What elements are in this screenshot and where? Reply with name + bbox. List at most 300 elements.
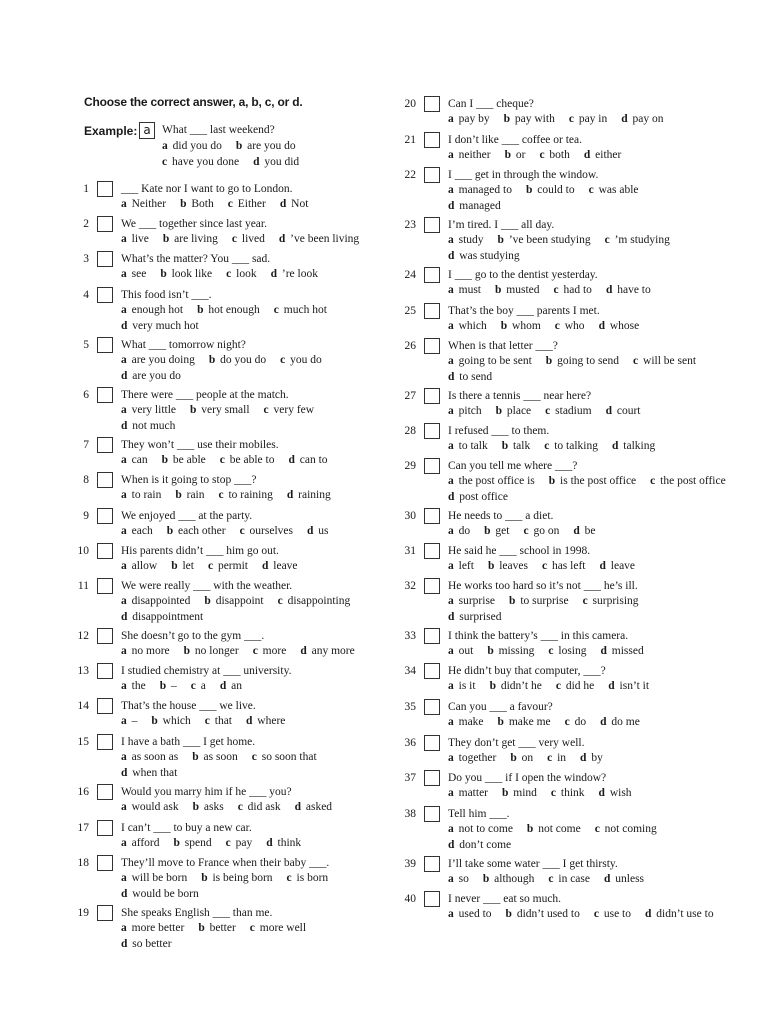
option-d[interactable]: d don’t come	[448, 838, 512, 851]
option-c[interactable]: c the post office	[650, 475, 726, 487]
question-number: 30	[404, 510, 416, 522]
question-text: When is it going to stop ___?	[121, 474, 257, 486]
answer-options	[121, 644, 411, 660]
option-b[interactable]: b –	[159, 680, 177, 692]
question-number: 37	[404, 772, 416, 784]
option-a[interactable]: a afford	[121, 837, 160, 849]
question-text: I think the battery’s ___ in this camera.	[448, 630, 629, 642]
option-d[interactable]: d either	[583, 149, 622, 161]
option-d[interactable]: d asked	[294, 801, 333, 813]
option-b[interactable]: b rain	[175, 489, 205, 501]
option-d[interactable]: d was studying	[448, 249, 520, 262]
option-c[interactable]: c more well	[249, 922, 307, 934]
question-text: He said he ___ school in 1998.	[448, 545, 591, 557]
answer-box[interactable]	[424, 167, 440, 183]
question-text: He works too hard so it’s not ___ he’s ill.	[448, 580, 638, 592]
answer-options	[121, 488, 411, 504]
option-c[interactable]: c permit	[207, 560, 248, 572]
option-a[interactable]: a –	[121, 715, 138, 727]
option-d[interactable]: d have to	[605, 284, 651, 296]
option-c[interactable]: c was able	[588, 184, 639, 196]
option-b[interactable]: b each other	[166, 525, 226, 537]
question-number: 33	[404, 630, 416, 642]
option-b[interactable]: b is being born	[201, 872, 273, 884]
option-b[interactable]: b didn’t used to	[505, 908, 580, 920]
answer-options	[448, 644, 738, 660]
option-b[interactable]: b as soon	[192, 751, 238, 763]
option-b[interactable]: b be able	[161, 454, 206, 466]
answer-box[interactable]	[97, 820, 113, 836]
question-number: 34	[404, 665, 416, 677]
option-a[interactable]: a see	[121, 268, 147, 280]
option-c[interactable]: c go on	[523, 525, 560, 537]
option-a[interactable]: a will be born	[121, 872, 188, 884]
question-number: 6	[83, 389, 89, 401]
question-number: 20	[404, 98, 416, 110]
answer-box[interactable]	[424, 303, 440, 319]
answer-options	[121, 403, 341, 434]
option-d[interactable]: d didn’t use to	[645, 908, 714, 920]
answer-box[interactable]	[424, 508, 440, 524]
option-d[interactable]: d whose	[598, 320, 640, 332]
option-d[interactable]: d talking	[611, 440, 656, 452]
question-number: 12	[77, 630, 89, 642]
option-a[interactable]: a are you doing	[121, 354, 195, 366]
example-option-a: a did you do	[162, 140, 222, 152]
answer-options	[448, 439, 738, 455]
option-a[interactable]: a as soon as	[121, 751, 179, 763]
option-c[interactable]: c to raining	[218, 489, 273, 501]
option-c[interactable]: c lived	[231, 233, 265, 245]
option-b[interactable]: b hot enough	[197, 304, 260, 316]
option-d[interactable]: d where	[246, 715, 286, 727]
answer-options	[448, 183, 698, 214]
question-number: 15	[77, 736, 89, 748]
option-a[interactable]: a pay by	[448, 113, 490, 125]
option-d[interactable]: d disappointment	[121, 610, 204, 623]
answer-box[interactable]	[424, 267, 440, 283]
option-c[interactable]: c ’m studying	[604, 234, 670, 246]
option-d[interactable]: d ’ve been living	[278, 233, 360, 245]
question-text: I never ___ eat so much.	[448, 893, 562, 905]
option-b[interactable]: b are living	[162, 233, 218, 245]
answer-box[interactable]	[424, 770, 440, 786]
option-d[interactable]: d pay on	[621, 113, 664, 125]
question-number: 3	[83, 253, 89, 265]
answer-box[interactable]	[97, 216, 113, 232]
option-b[interactable]: b to surprise	[509, 595, 569, 607]
answer-box[interactable]	[97, 855, 113, 871]
answer-box[interactable]	[97, 734, 113, 750]
option-c[interactable]: c in case	[548, 873, 590, 885]
question-number: 17	[77, 822, 89, 834]
option-c[interactable]: c Either	[227, 198, 266, 210]
question-number: 36	[404, 737, 416, 749]
question-text: What’s the matter? You ___ sad.	[121, 253, 271, 265]
answer-box[interactable]	[424, 423, 440, 439]
option-c[interactable]: c look	[226, 268, 257, 280]
option-d[interactable]: d do me	[600, 716, 640, 728]
answer-box[interactable]	[424, 96, 440, 112]
option-a[interactable]: a study	[448, 234, 484, 246]
option-a[interactable]: a is it	[448, 680, 476, 692]
answer-box[interactable]	[97, 181, 113, 197]
answer-options	[448, 559, 688, 575]
example-answer-box: a	[139, 122, 155, 139]
option-a[interactable]: a each	[121, 525, 153, 537]
option-c[interactable]: c pay in	[568, 113, 608, 125]
option-a[interactable]: a Neither	[121, 198, 167, 210]
answer-box[interactable]	[424, 217, 440, 233]
option-c[interactable]: c do	[564, 716, 587, 728]
question-number: 19	[77, 907, 89, 919]
question-text: I refused ___ to them.	[448, 425, 550, 437]
option-c[interactable]: c had to	[553, 284, 592, 296]
answer-options	[448, 786, 688, 802]
question-number: 22	[404, 169, 416, 181]
question-number: 38	[404, 808, 416, 820]
answer-box[interactable]	[424, 663, 440, 679]
question-number: 8	[83, 474, 89, 486]
answer-options	[448, 907, 738, 923]
question-number: 11	[77, 580, 89, 592]
option-c[interactable]: c very few	[263, 404, 315, 416]
instructions-heading: Choose the correct answer, a, b, c, or d.	[84, 95, 303, 109]
option-c[interactable]: c will be sent	[633, 355, 697, 367]
question-text: I ___ get in through the window.	[448, 169, 599, 181]
question-text: That’s the boy ___ parents I met.	[448, 305, 600, 317]
option-d[interactable]: d ’re look	[270, 268, 318, 280]
option-b[interactable]: b is the post office	[548, 475, 637, 487]
option-b[interactable]: b not come	[526, 823, 581, 835]
answer-options	[448, 594, 678, 625]
option-a[interactable]: a very little	[121, 404, 177, 416]
question-text: Can I ___ cheque?	[448, 98, 534, 110]
option-b[interactable]: b on	[510, 752, 534, 764]
answer-box[interactable]	[97, 287, 113, 303]
option-d[interactable]: d raining	[286, 489, 331, 501]
option-a[interactable]: a neither	[448, 149, 491, 161]
option-d[interactable]: d when that	[121, 766, 178, 779]
option-c[interactable]: c think	[550, 787, 585, 799]
option-b[interactable]: b get	[484, 525, 510, 537]
option-b[interactable]: b Both	[180, 198, 214, 210]
option-b[interactable]: b mind	[502, 787, 537, 799]
question-text: Can you tell me where ___?	[448, 460, 578, 472]
option-b[interactable]: b going to send	[545, 355, 620, 367]
option-c[interactable]: c much hot	[273, 304, 327, 316]
question-text: When is that letter ___?	[448, 340, 558, 352]
option-a[interactable]: a surprise	[448, 595, 496, 607]
question-text: I’ll take some water ___ I get thirsty.	[448, 858, 618, 870]
option-a[interactable]: a pitch	[448, 405, 482, 417]
answer-box[interactable]	[424, 458, 440, 474]
option-c[interactable]: c a	[190, 680, 206, 692]
answer-box[interactable]	[97, 437, 113, 453]
option-d[interactable]: d so better	[121, 937, 172, 950]
option-b[interactable]: b let	[171, 560, 194, 572]
option-c[interactable]: c did he	[555, 680, 595, 692]
answer-box[interactable]	[424, 699, 440, 715]
question-text: Is there a tennis ___ near here?	[448, 390, 592, 402]
option-b[interactable]: b asks	[192, 801, 224, 813]
option-d[interactable]: d court	[605, 405, 641, 417]
question-number: 40	[404, 893, 416, 905]
option-b[interactable]: b which	[151, 715, 191, 727]
option-d[interactable]: d unless	[603, 873, 645, 885]
option-c[interactable]: c who	[554, 320, 585, 332]
option-a[interactable]: a left	[448, 560, 474, 572]
example-option-b: b are you do	[235, 140, 296, 152]
answer-box[interactable]	[424, 132, 440, 148]
option-c[interactable]: c in	[547, 752, 567, 764]
option-c[interactable]: c both	[539, 149, 570, 161]
question-text: I ___ go to the dentist yesterday.	[448, 269, 598, 281]
option-c[interactable]: c to talking	[544, 440, 598, 452]
answer-box[interactable]	[97, 472, 113, 488]
answer-options	[448, 148, 738, 164]
option-d[interactable]: d think	[266, 837, 302, 849]
option-d[interactable]: d an	[219, 680, 242, 692]
option-d[interactable]: d would be born	[121, 887, 199, 900]
answer-box[interactable]	[424, 628, 440, 644]
option-b[interactable]: b could to	[525, 184, 575, 196]
answer-box[interactable]	[424, 338, 440, 354]
question-number: 4	[83, 289, 89, 301]
question-text: He needs to ___ a diet.	[448, 510, 554, 522]
answer-options	[121, 267, 411, 283]
option-c[interactable]: c losing	[548, 645, 587, 657]
option-a[interactable]: a to rain	[121, 489, 162, 501]
answer-options	[448, 524, 738, 540]
question-text: They won’t ___ use their mobiles.	[121, 439, 279, 451]
question-number: 5	[83, 339, 89, 351]
option-b[interactable]: b leaves	[487, 560, 528, 572]
question-number: 16	[77, 786, 89, 798]
option-d[interactable]: d be	[573, 525, 596, 537]
option-c[interactable]: c so soon that	[251, 751, 317, 763]
question-text: This food isn’t ___.	[121, 289, 212, 301]
example-question: What ___ last weekend?	[162, 124, 275, 136]
question-number: 10	[77, 545, 89, 557]
option-d[interactable]: d leave	[261, 560, 298, 572]
option-a[interactable]: a more better	[121, 922, 185, 934]
option-a[interactable]: a out	[448, 645, 474, 657]
question-text: Would you marry him if he ___ you?	[121, 786, 292, 798]
option-b[interactable]: b better	[198, 922, 236, 934]
question-text: What ___ tomorrow night?	[121, 339, 246, 351]
answer-box[interactable]	[424, 806, 440, 822]
option-d[interactable]: d wish	[598, 787, 632, 799]
answer-options	[448, 319, 698, 335]
option-b[interactable]: b ’ve been studying	[497, 234, 591, 246]
option-d[interactable]: d can to	[288, 454, 328, 466]
option-d[interactable]: d are you do	[121, 369, 181, 382]
answer-box[interactable]	[97, 251, 113, 267]
option-c[interactable]: c has left	[541, 560, 586, 572]
question-text: I don’t like ___ coffee or tea.	[448, 134, 583, 146]
answer-box[interactable]	[424, 735, 440, 751]
answer-options	[121, 800, 411, 816]
option-c[interactable]: c not coming	[594, 823, 657, 835]
answer-box[interactable]	[97, 508, 113, 524]
option-c[interactable]: c stadium	[545, 405, 592, 417]
option-a[interactable]: a not to come	[448, 823, 513, 835]
option-c[interactable]: c surprising	[582, 595, 639, 607]
answer-options	[121, 714, 411, 730]
option-b[interactable]: b pay with	[503, 113, 555, 125]
option-b[interactable]: b or	[504, 149, 526, 161]
option-a[interactable]: a to talk	[448, 440, 488, 452]
option-d[interactable]: d Not	[279, 198, 309, 210]
answer-box[interactable]	[97, 698, 113, 714]
option-a[interactable]: a disappointed	[121, 595, 191, 607]
option-d[interactable]: d very much hot	[121, 319, 199, 332]
question-number: 7	[83, 439, 89, 451]
option-b[interactable]: b musted	[495, 284, 540, 296]
option-b[interactable]: b although	[482, 873, 535, 885]
question-text: I can’t ___ to buy a new car.	[121, 822, 252, 834]
answer-box[interactable]	[97, 784, 113, 800]
answer-options	[448, 679, 738, 695]
option-d[interactable]: d any more	[300, 645, 355, 657]
option-c[interactable]: c that	[204, 715, 232, 727]
question-text: Can you ___ a favour?	[448, 701, 553, 713]
answer-box[interactable]	[424, 543, 440, 559]
answer-box[interactable]	[97, 663, 113, 679]
question-text: ___ Kate nor I want to go to London.	[121, 183, 293, 195]
option-d[interactable]: d post office	[448, 490, 508, 503]
option-c[interactable]: c pay	[225, 837, 253, 849]
option-c[interactable]: c be able to	[219, 454, 275, 466]
option-c[interactable]: c more	[252, 645, 287, 657]
option-a[interactable]: a must	[448, 284, 481, 296]
option-a[interactable]: a enough hot	[121, 304, 184, 316]
option-b[interactable]: b disappoint	[204, 595, 264, 607]
option-a[interactable]: a together	[448, 752, 497, 764]
option-d[interactable]: d surprised	[448, 610, 502, 623]
option-b[interactable]: b look like	[160, 268, 213, 280]
option-a[interactable]: a going to be sent	[448, 355, 532, 367]
option-a[interactable]: a no more	[121, 645, 170, 657]
question-text: That’s the house ___ we live.	[121, 700, 256, 712]
answer-box[interactable]	[97, 578, 113, 594]
option-a[interactable]: a do	[448, 525, 471, 537]
question-number: 28	[404, 425, 416, 437]
option-b[interactable]: b didn’t he	[489, 680, 542, 692]
option-a[interactable]: a allow	[121, 560, 158, 572]
question-text: We were really ___ with the weather.	[121, 580, 293, 592]
answer-box[interactable]	[97, 337, 113, 353]
option-b[interactable]: b make me	[497, 716, 551, 728]
option-a[interactable]: a the post office is	[448, 475, 535, 487]
option-d[interactable]: d managed	[448, 199, 501, 212]
question-text: They’ll move to France when their baby ___.	[121, 857, 330, 869]
example-label: Example:	[84, 124, 138, 138]
question-text: He didn’t buy that computer, ___?	[448, 665, 606, 677]
answer-options	[448, 872, 698, 888]
option-c[interactable]: c disappointing	[277, 595, 351, 607]
option-b[interactable]: b whom	[500, 320, 541, 332]
answer-options	[448, 751, 738, 767]
answer-box[interactable]	[97, 628, 113, 644]
question-number: 35	[404, 701, 416, 713]
question-text: I have a bath ___ I get home.	[121, 736, 256, 748]
question-number: 2	[83, 218, 89, 230]
question-text: She speaks English ___ than me.	[121, 907, 273, 919]
answer-box[interactable]	[97, 543, 113, 559]
option-d[interactable]: d missed	[600, 645, 644, 657]
option-a[interactable]: a so	[448, 873, 469, 885]
option-d[interactable]: d by	[580, 752, 603, 764]
option-c[interactable]: c ourselves	[239, 525, 293, 537]
answer-options	[448, 404, 738, 420]
question-number: 39	[404, 858, 416, 870]
answer-options	[448, 474, 738, 505]
answer-options	[121, 453, 411, 469]
option-a[interactable]: a make	[448, 716, 484, 728]
option-d[interactable]: d not much	[121, 419, 176, 432]
option-a[interactable]: a managed to	[448, 184, 512, 196]
option-b[interactable]: b talk	[501, 440, 531, 452]
answer-box[interactable]	[97, 387, 113, 403]
answer-box[interactable]	[424, 856, 440, 872]
question-text: They don’t get ___ very well.	[448, 737, 585, 749]
option-a[interactable]: a which	[448, 320, 487, 332]
option-b[interactable]: b very small	[190, 404, 250, 416]
example-option-d: d you did	[253, 155, 300, 168]
answer-box[interactable]	[424, 578, 440, 594]
answer-options	[121, 750, 361, 781]
question-text: She doesn’t go to the gym ___.	[121, 630, 265, 642]
option-d[interactable]: d isn’t it	[608, 680, 650, 692]
answer-options	[121, 871, 376, 902]
option-d[interactable]: d to send	[448, 370, 493, 383]
option-c[interactable]: c is born	[286, 872, 329, 884]
option-b[interactable]: b spend	[173, 837, 212, 849]
question-number: 21	[404, 134, 416, 146]
answer-box[interactable]	[424, 891, 440, 907]
question-number: 9	[83, 510, 89, 522]
answer-options	[121, 559, 411, 575]
question-text: Do you ___ if I open the window?	[448, 772, 607, 784]
option-c[interactable]: c you do	[280, 354, 322, 366]
answer-options	[121, 836, 411, 852]
option-a[interactable]: a the	[121, 680, 146, 692]
option-c[interactable]: c did ask	[237, 801, 281, 813]
option-d[interactable]: d leave	[599, 560, 636, 572]
option-c[interactable]: c use to	[593, 908, 631, 920]
option-a[interactable]: a matter	[448, 787, 488, 799]
question-number: 23	[404, 219, 416, 231]
option-a[interactable]: a would ask	[121, 801, 179, 813]
option-b[interactable]: b do you do	[208, 354, 267, 366]
answer-box[interactable]	[97, 905, 113, 921]
option-a[interactable]: a used to	[448, 908, 492, 920]
question-text: His parents didn’t ___ him go out.	[121, 545, 279, 557]
answer-box[interactable]	[424, 388, 440, 404]
answer-options	[121, 232, 411, 248]
option-d[interactable]: d us	[306, 525, 329, 537]
question-text: I’m tired. I ___ all day.	[448, 219, 555, 231]
question-text: There were ___ people at the match.	[121, 389, 289, 401]
option-a[interactable]: a live	[121, 233, 149, 245]
option-b[interactable]: b missing	[487, 645, 535, 657]
question-text: Tell him ___.	[448, 808, 510, 820]
option-b[interactable]: b place	[495, 405, 532, 417]
option-b[interactable]: b no longer	[183, 645, 239, 657]
option-a[interactable]: a can	[121, 454, 148, 466]
